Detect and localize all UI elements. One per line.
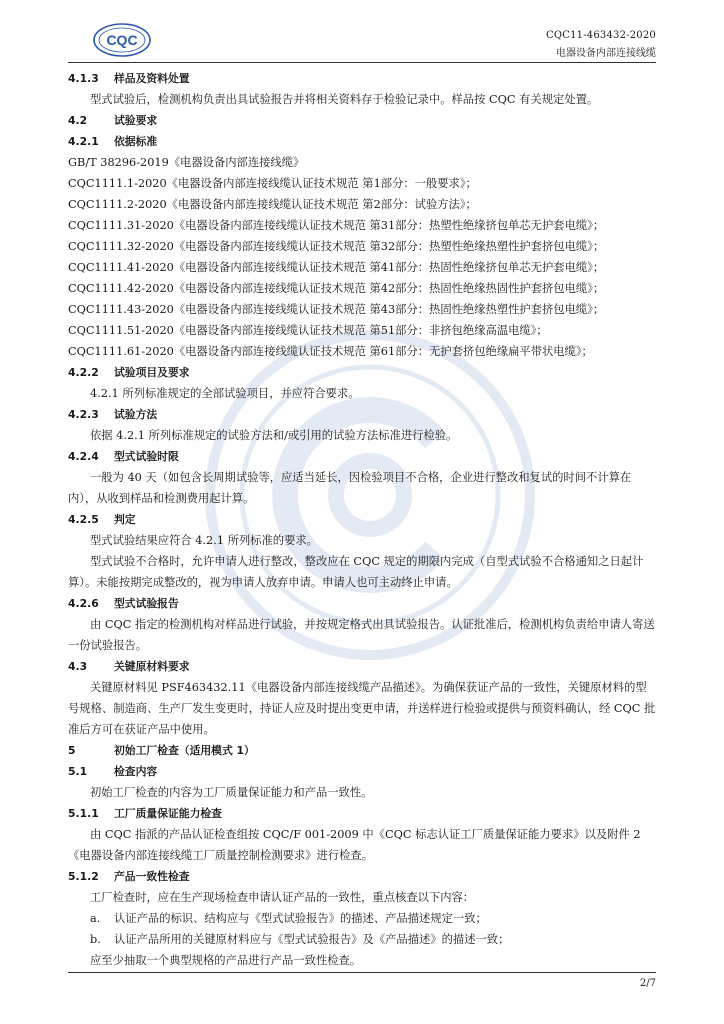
paragraph: 应至少抽取一个典型规格的产品进行产品一致性检查。 bbox=[90, 954, 362, 967]
paragraph: 由 CQC 指定的检测机构对样品进行试验，并按规定格式出具试验报告。认证批准后，检测机构负责给申请人寄送一份试验报告。 bbox=[68, 618, 655, 652]
reference-standard: CQC1111.1-2020《电器设备内部连接线缆认证技术规范 第1部分：一般要求》； bbox=[68, 177, 477, 190]
section-heading bbox=[68, 362, 656, 383]
section-title: 关键原材料要求 bbox=[114, 660, 190, 673]
reference-standard: CQC1111.61-2020《电器设备内部连接线缆认证技术规范 第61部分：无护套挤包绝缘扁平带状电缆》； bbox=[68, 345, 593, 358]
paragraph: 型式试验不合格时，允许申请人进行整改，整改应在 CQC 规定的期限内完成（自型式试验不合格通知之日起计算）。未能按期完成整改的，视为申请人放弃申请。申请人也可主动终止申请。 bbox=[68, 555, 644, 589]
section-number: 5.1.1 bbox=[68, 807, 99, 820]
section-title: 依据标准 bbox=[114, 135, 158, 148]
paragraph: 4.2.1 所列标准规定的全部试验项目，并应符合要求。 bbox=[90, 387, 360, 400]
reference-standard: CQC1111.43-2020《电器设备内部连接线缆认证技术规范 第43部分：热固性绝缘热塑性护套挤包电缆》； bbox=[68, 303, 605, 316]
reference-standard: CQC1111.51-2020《电器设备内部连接线缆认证技术规范 第51部分：非挤包绝缘高温电缆》； bbox=[68, 324, 548, 337]
document-title: 电器设备内部连接线缆 bbox=[556, 48, 656, 59]
section-title: 工厂质量保证能力检查 bbox=[114, 807, 222, 820]
section-title: 样品及资料处置 bbox=[114, 72, 190, 85]
document-code: CQC11-463432-2020 bbox=[545, 30, 656, 41]
list-item-text: 认证产品的标识、结构应与《型式试验报告》的描述、产品描述规定一致； bbox=[114, 912, 487, 925]
section-number: 4.2.6 bbox=[68, 597, 99, 610]
section-number: 4.2.2 bbox=[68, 366, 99, 379]
section-heading bbox=[68, 131, 656, 152]
section-heading bbox=[68, 803, 656, 824]
reference-standard: CQC1111.42-2020《电器设备内部连接线缆认证技术规范 第42部分：热固性绝缘热固性护套挤包电缆》； bbox=[68, 282, 605, 295]
section-number: 4.3 bbox=[68, 660, 88, 673]
list-item-label: b. bbox=[90, 933, 101, 946]
header-rule bbox=[68, 62, 656, 63]
section-heading bbox=[68, 509, 656, 530]
paragraph: 关键原材料见 PSF463432.11《电器设备内部连接线缆产品描述》。为确保获证产品的一致性，关键原材料的型号规格、制造商、生产厂发生变更时，持证人应及时提出变更申请，并送样进行检验或提供与预资料确认，经 CQC 批准后方可在获证产品中使用。 bbox=[68, 681, 656, 736]
reference-standard: CQC1111.41-2020《电器设备内部连接线缆认证技术规范 第41部分：热固性绝缘挤包单芯无护套电缆》； bbox=[68, 261, 605, 274]
section-heading bbox=[68, 740, 656, 761]
section-title: 试验方法 bbox=[114, 408, 158, 421]
reference-standard: CQC1111.32-2020《电器设备内部连接线缆认证技术规范 第32部分：热塑性绝缘热塑性护套挤包电缆》； bbox=[68, 240, 605, 253]
cqc-logo bbox=[92, 22, 152, 58]
section-heading bbox=[68, 68, 656, 89]
section-heading bbox=[68, 593, 656, 614]
paragraph: 初始工厂检查的内容为工厂质量保证能力和产品一致性。 bbox=[90, 786, 373, 799]
section-title: 型式试验报告 bbox=[114, 597, 179, 610]
reference-standard: GB/T 38296-2019《电器设备内部连接线缆》 bbox=[68, 156, 305, 169]
section-number: 4.2.1 bbox=[68, 135, 99, 148]
paragraph: 一般为 40 天（如包含长周期试验等，应适当延长，因检验项目不合格，企业进行整改和复试的时间不计算在内），从收到样品和检测费用起计算。 bbox=[68, 471, 632, 505]
paragraph: 型式试验结果应符合 4.2.1 所列标准的要求。 bbox=[90, 534, 318, 547]
section-title: 试验项目及要求 bbox=[114, 366, 190, 379]
paragraph: 型式试验后，检测机构负责出具试验报告并将相关资料存于检验记录中。样品按 CQC 有关规定处置。 bbox=[90, 93, 599, 106]
section-number: 4.2.5 bbox=[68, 513, 99, 526]
section-heading bbox=[68, 404, 656, 425]
section-heading bbox=[68, 656, 656, 677]
document-body bbox=[68, 68, 656, 971]
section-number: 5.1.2 bbox=[68, 870, 99, 883]
footer-rule bbox=[68, 972, 656, 973]
section-number: 4.2 bbox=[68, 114, 88, 127]
reference-standard: CQC1111.31-2020《电器设备内部连接线缆认证技术规范 第31部分：热塑性绝缘挤包单芯无护套电缆》； bbox=[68, 219, 605, 232]
logo-text: CQC bbox=[106, 32, 138, 48]
section-title: 型式试验时限 bbox=[114, 450, 179, 463]
section-title: 检查内容 bbox=[114, 765, 158, 778]
section-number: 4.2.4 bbox=[68, 450, 99, 463]
section-number: 4.1.3 bbox=[68, 72, 99, 85]
section-heading bbox=[68, 866, 656, 887]
list-item-label: a. bbox=[90, 912, 101, 925]
paragraph: 依据 4.2.1 所列标准规定的试验方法和/或引用的试验方法标准进行检验。 bbox=[90, 429, 458, 442]
section-number: 5 bbox=[68, 744, 76, 757]
page-number: 2/7 bbox=[639, 978, 656, 989]
section-number: 5.1 bbox=[68, 765, 88, 778]
section-heading bbox=[68, 110, 656, 131]
section-heading bbox=[68, 446, 656, 467]
section-title: 初始工厂检查（适用模式 1） bbox=[114, 744, 255, 757]
reference-standard: CQC1111.2-2020《电器设备内部连接线缆认证技术规范 第2部分：试验方法》； bbox=[68, 198, 477, 211]
section-number: 4.2.3 bbox=[68, 408, 99, 421]
section-heading bbox=[68, 761, 656, 782]
section-title: 试验要求 bbox=[114, 114, 158, 127]
paragraph: 由 CQC 指派的产品认证检查组按 CQC/F 001-2009 中《CQC 标志认证工厂质量保证能力要求》以及附件 2《电器设备内部连接线缆工厂质量控制检测要求》进行检查。 bbox=[68, 828, 641, 862]
list-item bbox=[68, 908, 656, 929]
section-title: 产品一致性检查 bbox=[114, 870, 190, 883]
list-item bbox=[68, 929, 656, 950]
list-item-text: 认证产品所用的关键原材料应与《型式试验报告》及《产品描述》的描述一致； bbox=[114, 933, 510, 946]
paragraph: 工厂检查时，应在生产现场检查申请认证产品的一致性，重点核查以下内容： bbox=[90, 891, 475, 904]
page-header bbox=[0, 0, 724, 64]
section-title: 判定 bbox=[114, 513, 136, 526]
